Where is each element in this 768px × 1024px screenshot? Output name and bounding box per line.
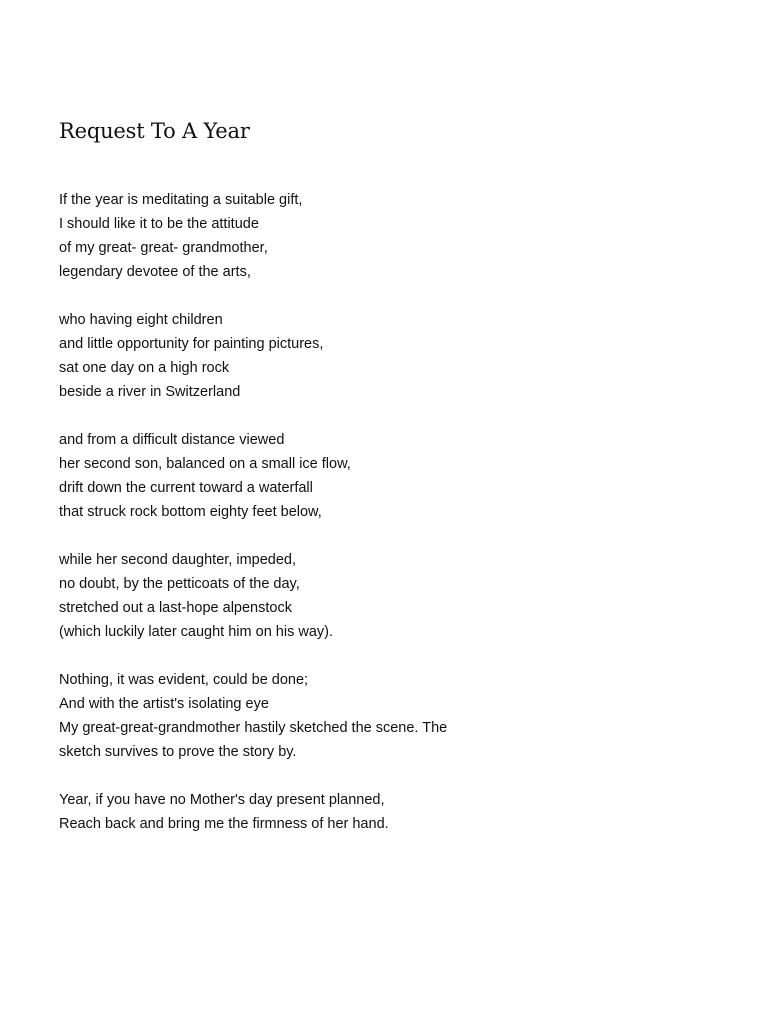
poem-line: sat one day on a high rock — [59, 360, 230, 376]
poem-line: legendary devotee of the arts, — [59, 264, 251, 280]
poem-line: If the year is meditating a suitable gift, — [59, 192, 303, 208]
poem-line: and little opportunity for painting pictures, — [59, 336, 324, 352]
poem-line: who having eight children — [59, 312, 223, 328]
poem-line: Year, if you have no Mother's day present planned, — [59, 792, 385, 808]
poem-line: Nothing, it was evident, could be done; — [59, 672, 309, 688]
poem-line: stretched out a last-hope alpenstock — [59, 600, 292, 616]
poem-line: of my great- great- grandmother, — [59, 240, 268, 256]
poem-line: no doubt, by the petticoats of the day, — [59, 576, 300, 592]
poem-line: that struck rock bottom eighty feet below, — [59, 504, 322, 520]
poem-line: And with the artist's isolating eye — [59, 696, 269, 712]
poem-line: sketch survives to prove the story by. — [59, 744, 297, 760]
stanza-1 — [59, 188, 719, 284]
poem-line: drift down the current toward a waterfall — [59, 480, 313, 496]
stanza-6 — [59, 788, 719, 836]
poem-line: (which luckily later caught him on his way). — [59, 624, 333, 640]
poem-line: I should like it to be the attitude — [59, 216, 259, 232]
poem-line: her second son, balanced on a small ice flow, — [59, 456, 351, 472]
poem-line: beside a river in Switzerland — [59, 384, 241, 400]
poem-line: Reach back and bring me the firmness of her hand. — [59, 816, 389, 832]
stanza-2 — [59, 308, 719, 404]
poem-body — [59, 188, 719, 860]
poem-line: My great-great-grandmother hastily sketched the scene. The — [59, 720, 448, 736]
poem-line: while her second daughter, impeded, — [59, 552, 296, 568]
stanza-3 — [59, 428, 719, 524]
stanza-4 — [59, 548, 719, 644]
poem-line: and from a difficult distance viewed — [59, 432, 285, 448]
poem-title: Request To A Year — [59, 119, 250, 143]
stanza-5 — [59, 668, 719, 764]
